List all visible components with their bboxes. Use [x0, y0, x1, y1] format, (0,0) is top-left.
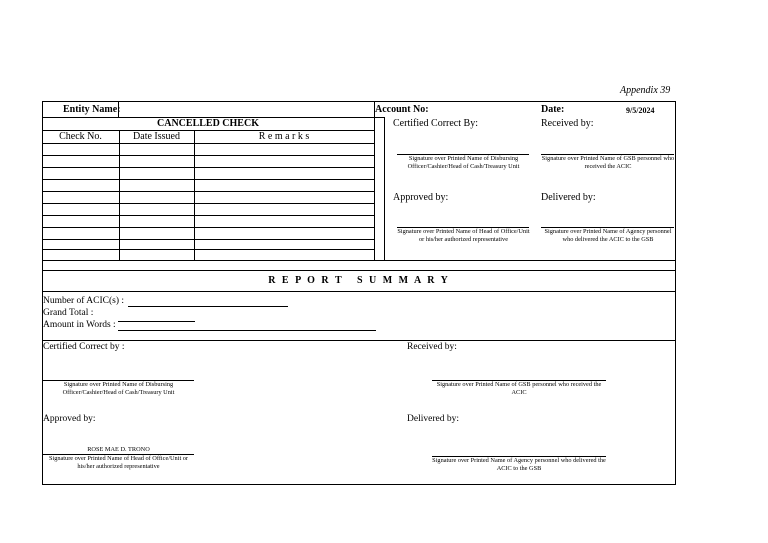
table-row[interactable] — [42, 215, 374, 216]
col-check-no: Check No. — [59, 131, 102, 142]
number-of-acic-field[interactable] — [128, 306, 288, 307]
bottom-sig-disbursing: Signature over Printed Name of Disbursing Officer/Cashier/Head of Cash/Treasury Unit — [62, 381, 175, 396]
received-by-label: Received by: — [541, 118, 594, 129]
bottom-delivered-label: Delivered by: — [407, 414, 459, 424]
bottom-sig-head-office: Signature over Printed Name of Head of Office/Unit or his/her authorized representative — [48, 455, 189, 470]
date-label: Date: — [541, 104, 565, 115]
appendix-label: Appendix 39 — [620, 85, 671, 96]
table-row[interactable] — [42, 239, 374, 240]
grand-total-field[interactable] — [118, 321, 195, 322]
table-row[interactable] — [42, 203, 374, 204]
table-row[interactable] — [42, 179, 374, 180]
sig-gsb-received: Signature over Printed Name of GSB personnel who received the ACIC — [541, 155, 675, 170]
col-remarks: R e m a r k s — [258, 131, 310, 142]
certified-correct-label: Certified Correct By: — [393, 118, 478, 129]
bottom-certified-label: Certified Correct by : — [43, 342, 125, 352]
account-no-label: Account No: — [375, 104, 429, 115]
bottom-approved-label: Approved by: — [43, 414, 96, 424]
table-row[interactable] — [42, 155, 374, 156]
bottom-sig-gsb-received: Signature over Printed Name of GSB personnel who received the ACIC — [436, 381, 602, 396]
amount-in-words-label: Amount in Words : — [43, 320, 116, 330]
entity-name-label: Entity Name: — [63, 104, 121, 115]
approved-by-label: Approved by: — [393, 192, 449, 203]
sig-disbursing-officer: Signature over Printed Name of Disbursing Officer/Cashier/Head of Cash/Treasury Unit — [407, 155, 520, 170]
table-row[interactable] — [42, 191, 374, 192]
sig-agency-delivered: Signature over Printed Name of Agency personnel who delivered the ACIC to the GSB — [544, 228, 672, 243]
delivered-by-label: Delivered by: — [541, 192, 596, 203]
date-value: 9/5/2024 — [626, 106, 655, 115]
bottom-received-label: Received by: — [407, 342, 457, 352]
grand-total-label: Grand Total : — [43, 308, 94, 318]
number-of-acic-label: Number of ACIC(s) : — [43, 296, 125, 306]
amount-in-words-field[interactable] — [118, 330, 376, 331]
report-summary-title: R E P O R T S U M M A R Y — [268, 275, 450, 286]
account-no-field[interactable] — [430, 102, 538, 116]
col-date-issued: Date Issued — [133, 131, 180, 142]
table-row[interactable] — [42, 249, 374, 250]
bottom-sig-agency-delivered: Signature over Printed Name of Agency personnel who delivered the ACIC to the GSB — [432, 457, 606, 472]
approver-name: ROSE MAE D. TRONO — [87, 446, 150, 453]
sig-head-office: Signature over Printed Name of Head of Office/Unit or his/her authorized representative — [397, 228, 530, 243]
entity-name-field[interactable] — [119, 102, 373, 116]
table-row[interactable] — [42, 227, 374, 228]
table-row[interactable] — [42, 167, 374, 168]
cancelled-check-title: CANCELLED CHECK — [157, 118, 259, 129]
